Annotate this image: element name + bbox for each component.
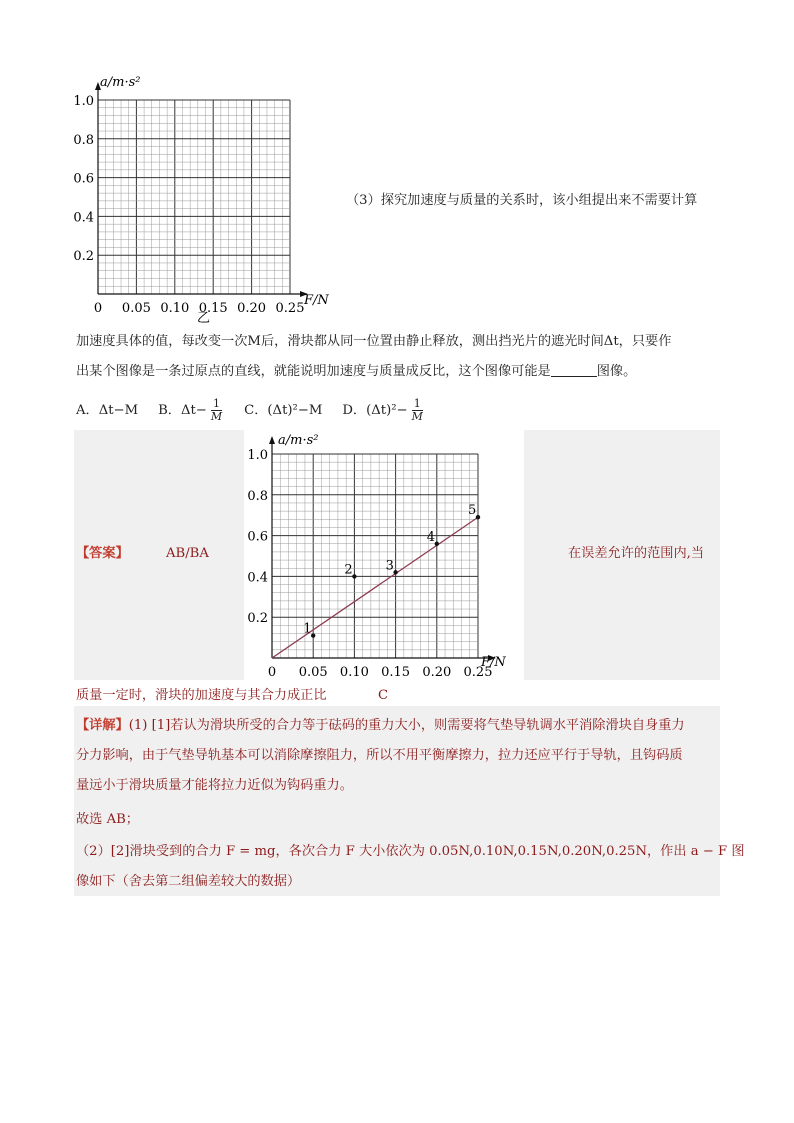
x-tick-label: 0.15 [198,301,228,316]
y-axis-label: a/m·s² [100,75,141,90]
y-tick-label: 0.4 [247,570,268,586]
y-tick-label: 1.0 [73,94,94,109]
answer-label: 【答案】 [76,546,129,561]
q3-intro: （3）探究加速度与质量的关系时，该小组提出来不需要计算 [346,193,698,208]
option-c: C．(Δt)²−M [244,402,323,418]
y-tick-label: 0.8 [247,488,268,504]
data-point [476,515,480,519]
y-tick-label: 0.8 [73,132,94,148]
data-point-label: 5 [468,503,477,519]
x-axis-label: F/N [304,293,329,308]
fit-line [272,517,478,658]
data-point-label: 3 [385,558,394,574]
q3-line2-text: 出某个图像是一条过原点的直线，就能说明加速度与质量成反比，这个图像可能是 [76,364,551,379]
y-tick-label: 0.2 [73,249,94,265]
data-point [393,570,397,574]
answer-chart [244,430,524,680]
y-tick-label: 0.4 [73,210,94,226]
x-tick-label: 0 [93,301,103,316]
answer-2-part1: 在误差允许的范围内,当 [568,546,705,561]
answer-y-axis-label: a/m·s² [278,433,319,448]
x-tick-label: 0.15 [381,665,411,680]
q3-line2-end: 图像。 [596,364,637,379]
y-tick-label: 0.6 [73,171,94,187]
x-tick-label: 0.10 [339,665,369,680]
q3-line2 [76,362,636,382]
data-point-label: 4 [426,529,436,545]
chart-caption: 乙 [197,311,211,326]
x-tick-label: 0.25 [463,665,493,680]
options-row [76,398,425,423]
x-tick-label: 0.10 [160,301,190,316]
data-point [311,633,315,637]
detail-p2-line1: （2）[2]滑块受到的合力 F = mg，各次合力 F 大小依次为 0.05N,0.10N,0.15N,0.20N,0.25N，作出 a − F 图 [76,844,745,859]
y-tick-label: 1.0 [247,448,268,463]
data-point-label: 2 [344,562,353,578]
x-tick-label: 0.25 [275,301,305,316]
data-point [352,574,356,578]
x-tick-label: 0.20 [237,301,267,316]
option-a: A．Δt−M [76,402,139,418]
x-tick-label: 0.20 [422,665,452,680]
detail-p1-line3: 量远小于滑块质量才能将拉力近似为钩码重力。 [76,778,353,793]
option-b: B．Δt− $\frac{1}{M}$ [158,397,223,423]
answer-3: C [378,688,389,703]
answer-1: AB/BA [166,546,209,561]
answer-x-axis-label: F/N [481,655,506,670]
data-point-label: 1 [303,621,312,637]
detail-p1-line2: 分力影响，由于气垫导轨基本可以消除摩擦阻力，所以不用平衡摩擦力，拉力还应平行于导轨，且钩码质 [76,748,683,763]
x-tick-label: 0 [267,665,277,680]
detail-p1-line1: 【详解】(1) [1]若认为滑块所受的合力等于砝码的重力大小，则需要将气垫导轨调水平消除滑块自身重力 [76,718,685,733]
data-point [435,542,439,546]
x-tick-label: 0.05 [298,665,328,680]
detail-p2-line2: 像如下（舍去第二组偏差较大的数据） [76,874,301,889]
x-tick-label: 0.05 [121,301,151,316]
y-tick-label: 0.6 [247,529,268,545]
answer-blank [551,362,597,377]
option-d: D．(Δt)²− $\frac{1}{M}$ [342,397,423,423]
q3-line1: 加速度具体的值，每改变一次M后，滑块都从同一位置由静止释放，测出挡光片的遮光时间Δt，只要作 [76,334,672,349]
answer-2-part2: 质量一定时，滑块的加速度与其合力成正比 [76,688,327,703]
detail-p1-choice: 故选 AB； [76,812,139,827]
y-tick-label: 0.2 [247,611,268,627]
y-axis-arrow [269,436,275,444]
empty-grid-chart [70,72,360,326]
